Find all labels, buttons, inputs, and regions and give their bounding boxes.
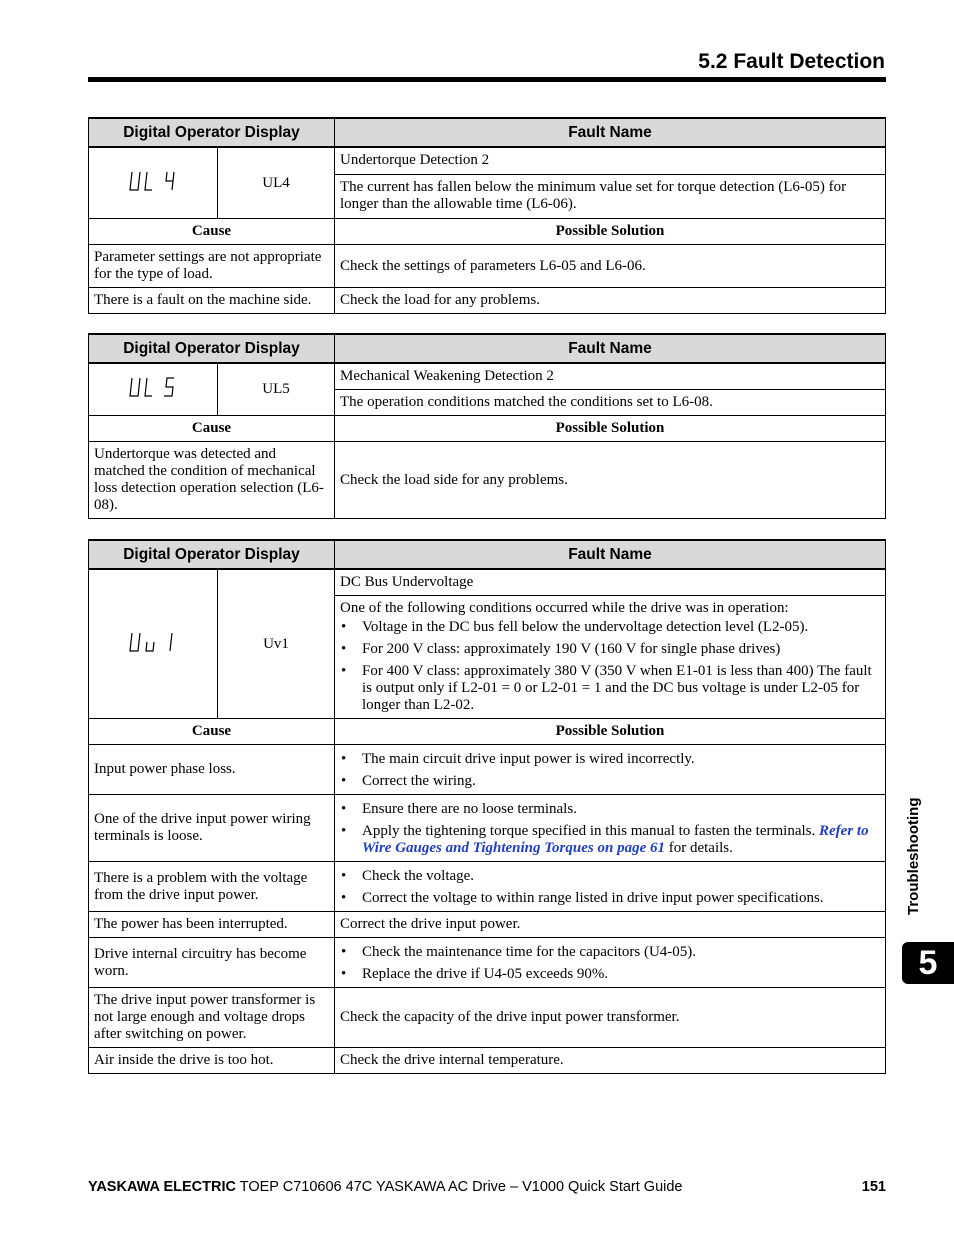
list-item: • For 200 V class: approximately 190 V (160 V for single phase drives) [340, 641, 880, 658]
table-row [89, 795, 886, 862]
fault-name-header: Fault Name [335, 118, 886, 147]
seven-segment-ul4 [129, 170, 177, 192]
seven-segment-display [89, 363, 218, 416]
footer [88, 1179, 886, 1195]
solution-cell [335, 938, 886, 988]
list-item: • Voltage in the DC bus fell below the undervoltage detection level (L2-05). [340, 619, 880, 636]
solution-cell: Check the capacity of the drive input power transformer. [335, 988, 886, 1048]
solution-cell: Check the load side for any problems. [335, 442, 886, 519]
link-suffix: for details. [664, 840, 733, 856]
display-header: Digital Operator Display [89, 334, 335, 363]
solution-cell [335, 745, 886, 795]
cause-cell: The power has been interrupted. [89, 912, 335, 938]
list-item: • Correct the voltage to within range listed in drive input power specifications. [340, 890, 880, 907]
cause-cell: Undertorque was detected and matched the condition of mechanical loss detection operation selection (L6-08). [89, 442, 335, 519]
seven-segment-display [89, 147, 218, 219]
description-list [340, 619, 880, 714]
cause-header: Cause [89, 719, 335, 745]
table-row [89, 912, 886, 938]
list-item: • Check the maintenance time for the capacitors (U4-05). [340, 944, 880, 961]
table-row [89, 442, 886, 519]
list-item: • For 400 V class: approximately 380 V (350 V when E1-01 is less than 400) The fault is output only if L2-01 = 0 or L2-01 = 1 and the DC bus voltage is under L2-05 for longer than L2-02. [340, 663, 880, 714]
table-row [89, 988, 886, 1048]
table-row [89, 288, 886, 314]
side-tab-label: Troubleshooting [905, 797, 922, 915]
solution-header: Possible Solution [335, 719, 886, 745]
seven-segment-uv1 [129, 631, 177, 653]
solution-cell [335, 862, 886, 912]
solution-cell: Check the drive internal temperature. [335, 1048, 886, 1074]
fault-name: Mechanical Weakening Detection 2 [335, 363, 886, 390]
solution-cell [335, 795, 886, 862]
solution-cell: Check the settings of parameters L6-05 and L6-06. [335, 245, 886, 288]
fault-name: Undertorque Detection 2 [335, 147, 886, 174]
list-item: • Ensure there are no loose terminals. [340, 801, 880, 818]
list-item-text: Apply the tightening torque specified in this manual to fasten the terminals. [362, 823, 816, 839]
footer-doc: TOEP C710606 47C YASKAWA AC Drive – V1000 Quick Start Guide [235, 1179, 683, 1195]
cause-cell: There is a fault on the machine side. [89, 288, 335, 314]
fault-table-ul5 [88, 333, 886, 519]
solution-cell: Correct the drive input power. [335, 912, 886, 938]
section-title: 5.2 Fault Detection [698, 50, 885, 73]
cause-header: Cause [89, 416, 335, 442]
seven-segment-ul5 [129, 376, 177, 398]
fault-name-header: Fault Name [335, 540, 886, 569]
fault-table-ul4 [88, 117, 886, 314]
solution-header: Possible Solution [335, 219, 886, 245]
display-header: Digital Operator Display [89, 540, 335, 569]
fault-code: UL4 [218, 147, 335, 219]
list-item: • Check the voltage. [340, 868, 880, 885]
solution-cell: Check the load for any problems. [335, 288, 886, 314]
seven-segment-display [89, 569, 218, 719]
list-item: • The main circuit drive input power is wired incorrectly. [340, 751, 880, 768]
cause-cell: There is a problem with the voltage from the drive input power. [89, 862, 335, 912]
cause-cell: One of the drive input power wiring terminals is loose. [89, 795, 335, 862]
cause-cell: Drive internal circuitry has become worn. [89, 938, 335, 988]
list-item: • Correct the wiring. [340, 773, 880, 790]
page-number: 151 [861, 1179, 886, 1195]
cause-cell: The drive input power transformer is not large enough and voltage drops after switching on power. [89, 988, 335, 1048]
description-intro: One of the following conditions occurred while the drive was in operation: [340, 600, 789, 616]
footer-brand: YASKAWA ELECTRIC [88, 1179, 236, 1195]
table-row [89, 938, 886, 988]
solution-header: Possible Solution [335, 416, 886, 442]
fault-table-uv1 [88, 539, 886, 1074]
header-rule [88, 77, 886, 82]
wire-gauges-link[interactable]: Refer to Wire Gauges and Tightening Torques on page 61 [362, 823, 869, 856]
list-item [340, 823, 880, 857]
fault-description [335, 596, 886, 719]
fault-code: UL5 [218, 363, 335, 416]
cause-cell: Input power phase loss. [89, 745, 335, 795]
table-row [89, 1048, 886, 1074]
fault-code: Uv1 [218, 569, 335, 719]
table-row [89, 862, 886, 912]
fault-description: The operation conditions matched the conditions set to L6-08. [335, 390, 886, 416]
fault-description: The current has fallen below the minimum value set for torque detection (L6-05) for longer than the allowable time (L6-06). [335, 174, 886, 218]
cause-cell: Air inside the drive is too hot. [89, 1048, 335, 1074]
fault-name: DC Bus Undervoltage [335, 569, 886, 596]
display-header: Digital Operator Display [89, 118, 335, 147]
chapter-tab: 5 [902, 942, 954, 984]
table-row [89, 245, 886, 288]
list-item: • Replace the drive if U4-05 exceeds 90%. [340, 966, 880, 983]
table-row [89, 745, 886, 795]
fault-name-header: Fault Name [335, 334, 886, 363]
cause-header: Cause [89, 219, 335, 245]
cause-cell: Parameter settings are not appropriate for the type of load. [89, 245, 335, 288]
